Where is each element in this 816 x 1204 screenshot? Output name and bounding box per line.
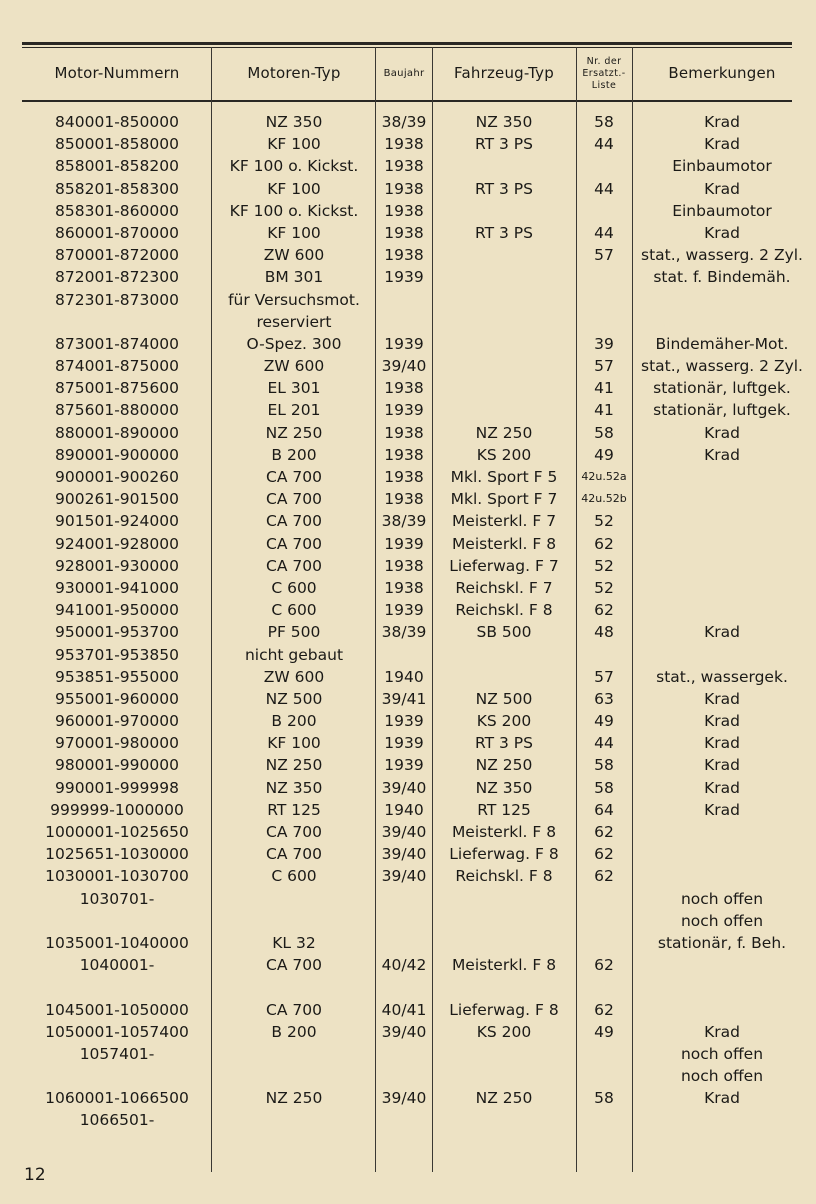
table-row bbox=[0, 200, 816, 222]
motor-number-cell: 955001-960000 bbox=[55, 689, 179, 708]
vehicle-type-cell: RT 3 PS bbox=[474, 223, 533, 242]
remarks-cell: Krad bbox=[704, 113, 740, 131]
vehicle-type-cell: Meisterkl. F 8 bbox=[451, 956, 557, 975]
remarks-cell: Krad bbox=[704, 1089, 740, 1108]
header-rule bbox=[22, 100, 792, 102]
top-rule bbox=[22, 42, 792, 45]
year-cell: 38/39 bbox=[381, 113, 427, 131]
table-row bbox=[0, 577, 816, 599]
table-row bbox=[0, 444, 816, 466]
vehicle-type-cell: Meisterkl. F 7 bbox=[451, 512, 557, 531]
table-row bbox=[0, 466, 816, 488]
motor-number-cell: 860001-870000 bbox=[55, 223, 179, 242]
table-row bbox=[0, 976, 816, 998]
year-cell: 39/40 bbox=[381, 357, 427, 376]
motor-type-cell: RT 125 bbox=[267, 800, 321, 819]
motor-number-cell: 850001-858000 bbox=[55, 135, 179, 154]
motor-type-cell: PF 500 bbox=[267, 623, 321, 642]
page-number: 12 bbox=[24, 1165, 46, 1185]
vehicle-type-cell: NZ 250 bbox=[475, 756, 533, 775]
motor-type-cell: NZ 350 bbox=[265, 113, 323, 131]
parts-list-number-cell: 62 bbox=[594, 956, 614, 975]
table-row bbox=[0, 777, 816, 799]
remarks-cell: stat., wasserg. 2 Zyl. bbox=[641, 357, 803, 376]
table-row bbox=[0, 133, 816, 155]
motor-number-cell: 1035001-1040000 bbox=[45, 933, 189, 952]
motor-type-cell: KF 100 bbox=[267, 135, 321, 154]
motor-type-cell: KF 100 bbox=[267, 734, 321, 753]
year-cell: 1939 bbox=[384, 734, 424, 753]
year-cell: 1938 bbox=[384, 379, 424, 398]
vehicle-type-cell: Reichskl. F 8 bbox=[455, 601, 553, 620]
table-row bbox=[0, 799, 816, 821]
motor-type-cell: O-Spez. 300 bbox=[246, 334, 342, 353]
motor-type-cell: BM 301 bbox=[264, 268, 324, 287]
parts-list-number-cell: 58 bbox=[594, 113, 614, 131]
parts-list-number-cell: 58 bbox=[594, 778, 614, 797]
year-cell: 1939 bbox=[384, 756, 424, 775]
parts-list-number-cell: 62 bbox=[594, 601, 614, 620]
motor-number-cell: 890001-900000 bbox=[55, 445, 179, 464]
table-row bbox=[0, 311, 816, 333]
table-row bbox=[0, 710, 816, 732]
motor-type-cell: NZ 500 bbox=[265, 689, 323, 708]
header-bemerkungen: Bemerkungen bbox=[668, 64, 776, 83]
table-row bbox=[0, 222, 816, 244]
remarks-cell: Krad bbox=[704, 800, 740, 819]
motor-number-cell: 999999-1000000 bbox=[50, 800, 184, 819]
vehicle-type-cell: NZ 250 bbox=[475, 423, 533, 442]
motor-type-cell: CA 700 bbox=[266, 823, 322, 841]
table-row bbox=[0, 510, 816, 532]
motor-type-cell: ZW 600 bbox=[263, 357, 325, 376]
table-row bbox=[0, 1087, 816, 1109]
remarks-cell: Krad bbox=[704, 445, 740, 464]
year-cell: 39/40 bbox=[381, 1022, 427, 1041]
motor-number-cell: 1057401- bbox=[79, 1044, 155, 1063]
motor-number-cell: 858301-860000 bbox=[55, 201, 179, 220]
year-cell: 1938 bbox=[384, 179, 424, 198]
remarks-cell: stationär, luftgek. bbox=[653, 401, 791, 420]
motor-type-cell: ZW 600 bbox=[263, 246, 325, 265]
table-row bbox=[0, 599, 816, 621]
motor-number-cell: 900001-900260 bbox=[55, 468, 179, 486]
table-row bbox=[0, 399, 816, 421]
table-row bbox=[0, 155, 816, 177]
vehicle-type-cell: Meisterkl. F 8 bbox=[451, 534, 557, 553]
year-cell: 38/39 bbox=[381, 623, 427, 642]
motor-type-cell: B 200 bbox=[271, 712, 317, 731]
motor-type-cell: KF 100 bbox=[267, 223, 321, 242]
motor-type-cell: C 600 bbox=[271, 601, 317, 620]
parts-list-number-cell: 57 bbox=[594, 667, 614, 686]
header-nr-line3: Liste bbox=[591, 80, 617, 91]
motor-type-cell: CA 700 bbox=[266, 956, 322, 975]
table-row bbox=[0, 865, 816, 887]
table-row bbox=[0, 621, 816, 643]
remarks-cell: Krad bbox=[704, 778, 740, 797]
vehicle-type-cell: Reichskl. F 7 bbox=[455, 578, 553, 597]
table-row bbox=[0, 910, 816, 932]
vehicle-type-cell: NZ 250 bbox=[475, 1089, 533, 1108]
year-cell: 1938 bbox=[384, 578, 424, 597]
motor-type-cell: KF 100 o. Kickst. bbox=[229, 157, 359, 176]
year-cell: 1939 bbox=[384, 534, 424, 553]
parts-list-number-cell: 39 bbox=[594, 334, 614, 353]
parts-list-number-cell: 58 bbox=[594, 756, 614, 775]
parts-list-number-cell: 62 bbox=[594, 1000, 614, 1019]
motor-number-cell: 873001-874000 bbox=[55, 334, 179, 353]
vehicle-type-cell: Mkl. Sport F 7 bbox=[450, 490, 558, 509]
motor-type-cell: CA 700 bbox=[266, 468, 322, 486]
parts-list-number-cell: 57 bbox=[594, 357, 614, 376]
table-row bbox=[0, 666, 816, 688]
remarks-cell: stat., wasserg. 2 Zyl. bbox=[641, 246, 803, 265]
remarks-cell: noch offen bbox=[680, 1044, 764, 1063]
parts-list-number-cell: 57 bbox=[594, 246, 614, 265]
remarks-cell: Krad bbox=[704, 135, 740, 154]
vehicle-type-cell: Lieferwag. F 8 bbox=[449, 1000, 559, 1019]
year-cell: 39/40 bbox=[381, 845, 427, 864]
year-cell: 1939 bbox=[384, 334, 424, 353]
table-row bbox=[0, 111, 816, 133]
motor-type-cell: C 600 bbox=[271, 867, 317, 886]
remarks-cell: stationär, f. Beh. bbox=[657, 933, 787, 952]
motor-number-cell: 880001-890000 bbox=[55, 423, 179, 442]
vehicle-type-cell: RT 125 bbox=[477, 800, 531, 819]
header-fahrzeug-typ: Fahrzeug-Typ bbox=[454, 64, 554, 83]
motor-type-cell: KF 100 o. Kickst. bbox=[229, 201, 359, 220]
motor-number-cell: 1060001-1066500 bbox=[45, 1089, 189, 1108]
motor-number-cell: 1066501- bbox=[79, 1111, 155, 1130]
parts-list-number-cell: 63 bbox=[594, 689, 614, 708]
vehicle-type-cell: RT 3 PS bbox=[474, 734, 533, 753]
motor-number-cell: 840001-850000 bbox=[55, 113, 179, 131]
vehicle-type-cell: NZ 500 bbox=[475, 689, 533, 708]
table-row bbox=[0, 333, 816, 355]
vehicle-type-cell: RT 3 PS bbox=[474, 135, 533, 154]
table-row bbox=[0, 1021, 816, 1043]
motor-type-cell: NZ 350 bbox=[265, 778, 323, 797]
vehicle-type-cell: Meisterkl. F 8 bbox=[451, 823, 557, 841]
year-cell: 1940 bbox=[384, 800, 424, 819]
motor-number-cell: 870001-872000 bbox=[55, 246, 179, 265]
year-cell: 40/42 bbox=[381, 956, 427, 975]
motor-number-cell: 953701-953850 bbox=[55, 645, 179, 664]
motor-type-cell: CA 700 bbox=[266, 1000, 322, 1019]
motor-number-cell: 960001-970000 bbox=[55, 712, 179, 731]
motor-number-cell: 1000001-1025650 bbox=[45, 823, 189, 841]
year-cell: 39/41 bbox=[381, 689, 427, 708]
parts-list-number-cell: 42u.52a bbox=[581, 470, 627, 483]
parts-list-number-cell: 49 bbox=[594, 1022, 614, 1041]
year-cell: 1940 bbox=[384, 667, 424, 686]
parts-list-number-cell: 41 bbox=[594, 379, 614, 398]
year-cell: 39/40 bbox=[381, 1089, 427, 1108]
motor-type-cell: EL 201 bbox=[267, 401, 321, 420]
table-row bbox=[0, 754, 816, 776]
parts-list-number-cell: 44 bbox=[594, 223, 614, 242]
motor-number-cell: 858001-858200 bbox=[55, 157, 179, 176]
vehicle-type-cell: Lieferwag. F 8 bbox=[449, 845, 559, 864]
table-row bbox=[0, 377, 816, 399]
table-row bbox=[0, 422, 816, 444]
header-motoren-typ: Motoren-Typ bbox=[247, 64, 341, 83]
parts-list-number-cell: 49 bbox=[594, 445, 614, 464]
remarks-cell: Einbaumotor bbox=[672, 201, 772, 220]
motor-type-cell: für Versuchsmot. bbox=[228, 290, 360, 309]
year-cell: 1939 bbox=[384, 712, 424, 731]
motor-type-cell: C 600 bbox=[271, 578, 317, 597]
remarks-cell: Krad bbox=[704, 712, 740, 731]
motor-number-cell: 953851-955000 bbox=[55, 667, 179, 686]
year-cell: 38/39 bbox=[381, 512, 427, 531]
table-row bbox=[0, 888, 816, 910]
motor-number-cell: 950001-953700 bbox=[55, 623, 179, 642]
remarks-cell: Krad bbox=[704, 756, 740, 775]
remarks-cell: noch offen bbox=[680, 1067, 764, 1086]
table-row bbox=[0, 289, 816, 311]
motor-number-cell: 1050001-1057400 bbox=[45, 1022, 189, 1041]
motor-number-cell: 858201-858300 bbox=[55, 179, 179, 198]
motor-number-cell: 1030001-1030700 bbox=[45, 867, 189, 886]
motor-type-cell: EL 301 bbox=[267, 379, 321, 398]
year-cell: 1938 bbox=[384, 423, 424, 442]
motor-number-cell: 970001-980000 bbox=[55, 734, 179, 753]
year-cell: 1938 bbox=[384, 135, 424, 154]
parts-list-number-cell: 52 bbox=[594, 578, 614, 597]
header-nr-line1: Nr. der bbox=[586, 56, 622, 67]
motor-type-cell: B 200 bbox=[271, 1022, 317, 1041]
motor-type-cell: CA 700 bbox=[266, 556, 322, 575]
motor-type-cell: NZ 250 bbox=[265, 1089, 323, 1108]
table-row bbox=[0, 1043, 816, 1065]
parts-list-number-cell: 52 bbox=[594, 512, 614, 531]
parts-list-number-cell: 44 bbox=[594, 734, 614, 753]
year-cell: 1938 bbox=[384, 556, 424, 575]
parts-list-number-cell: 44 bbox=[594, 135, 614, 154]
table-row bbox=[0, 954, 816, 976]
motor-type-cell: CA 700 bbox=[266, 534, 322, 553]
table-row bbox=[0, 178, 816, 200]
remarks-cell: Krad bbox=[704, 423, 740, 442]
remarks-cell: noch offen bbox=[680, 911, 764, 930]
year-cell: 1938 bbox=[384, 490, 424, 509]
motor-number-cell: 874001-875000 bbox=[55, 357, 179, 376]
table-row bbox=[0, 555, 816, 577]
remarks-cell: Krad bbox=[704, 689, 740, 708]
motor-number-cell: 872001-872300 bbox=[55, 268, 179, 287]
remarks-cell: noch offen bbox=[680, 889, 764, 908]
parts-list-number-cell: 64 bbox=[594, 800, 614, 819]
remarks-cell: Krad bbox=[704, 623, 740, 642]
motor-number-cell: 900261-901500 bbox=[55, 490, 179, 509]
vehicle-type-cell: Lieferwag. F 7 bbox=[449, 556, 559, 575]
vehicle-type-cell: RT 3 PS bbox=[474, 179, 533, 198]
year-cell: 39/40 bbox=[381, 823, 427, 841]
motor-number-cell: 872301-873000 bbox=[55, 290, 179, 309]
motor-number-cell: 980001-990000 bbox=[55, 756, 179, 775]
motor-number-cell: 1030701- bbox=[79, 889, 155, 908]
table-row bbox=[0, 244, 816, 266]
remarks-cell: Einbaumotor bbox=[672, 157, 772, 176]
motor-type-cell: NZ 250 bbox=[265, 756, 323, 775]
motor-type-cell: CA 700 bbox=[266, 490, 322, 509]
vehicle-type-cell: KS 200 bbox=[476, 712, 532, 731]
vehicle-type-cell: NZ 350 bbox=[475, 113, 533, 131]
header-motor-nummern: Motor-Nummern bbox=[54, 64, 180, 83]
motor-type-cell: B 200 bbox=[271, 445, 317, 464]
remarks-cell: stat. f. Bindemäh. bbox=[653, 268, 791, 287]
remarks-cell: Krad bbox=[704, 1022, 740, 1041]
year-cell: 1938 bbox=[384, 445, 424, 464]
year-cell: 39/40 bbox=[381, 867, 427, 886]
remarks-cell: Krad bbox=[704, 223, 740, 242]
parts-list-number-cell: 42u.52b bbox=[581, 492, 627, 506]
parts-list-number-cell: 49 bbox=[594, 712, 614, 731]
table-row bbox=[0, 1065, 816, 1087]
year-cell: 1938 bbox=[384, 223, 424, 242]
remarks-cell: Krad bbox=[704, 734, 740, 753]
vehicle-type-cell: Mkl. Sport F 5 bbox=[450, 468, 558, 486]
motor-type-cell: KF 100 bbox=[267, 179, 321, 198]
motor-type-cell: KL 32 bbox=[272, 933, 316, 952]
motor-number-cell: 1025651-1030000 bbox=[45, 845, 189, 864]
motor-type-cell: nicht gebaut bbox=[244, 645, 344, 664]
vehicle-type-cell: NZ 350 bbox=[475, 778, 533, 797]
remarks-cell: stationär, luftgek. bbox=[653, 379, 791, 398]
parts-list-number-cell: 58 bbox=[594, 1089, 614, 1108]
year-cell: 1938 bbox=[384, 246, 424, 265]
parts-list-number-cell: 52 bbox=[594, 556, 614, 575]
motor-type-cell: CA 700 bbox=[266, 512, 322, 531]
motor-number-cell: 1045001-1050000 bbox=[45, 1000, 189, 1019]
parts-list-number-cell: 62 bbox=[594, 867, 614, 886]
year-cell: 1939 bbox=[384, 601, 424, 620]
vehicle-type-cell: KS 200 bbox=[476, 1022, 532, 1041]
parts-list-number-cell: 62 bbox=[594, 845, 614, 864]
vehicle-type-cell: KS 200 bbox=[476, 445, 532, 464]
motor-number-cell: 901501-924000 bbox=[55, 512, 179, 531]
year-cell: 1938 bbox=[384, 201, 424, 220]
table-row bbox=[0, 688, 816, 710]
year-cell: 1938 bbox=[384, 157, 424, 176]
vehicle-type-cell: SB 500 bbox=[476, 623, 532, 642]
table-row bbox=[0, 732, 816, 754]
table-row bbox=[0, 355, 816, 377]
table-row bbox=[0, 266, 816, 288]
header-nr-ersatzteilliste bbox=[576, 48, 632, 100]
header-nr-line2: Ersatzt.- bbox=[582, 68, 626, 79]
table-row bbox=[0, 644, 816, 666]
remarks-cell: Krad bbox=[704, 179, 740, 198]
motor-number-cell: 990001-999998 bbox=[55, 778, 179, 797]
motor-number-cell: 941001-950000 bbox=[55, 601, 179, 620]
parts-list-number-cell: 62 bbox=[594, 534, 614, 553]
table-row bbox=[0, 843, 816, 865]
table-row bbox=[0, 932, 816, 954]
parts-list-number-cell: 44 bbox=[594, 179, 614, 198]
table-body bbox=[0, 111, 816, 1132]
parts-list-number-cell: 41 bbox=[594, 401, 614, 420]
remarks-cell: stat., wassergek. bbox=[656, 667, 788, 686]
motor-type-cell: CA 700 bbox=[266, 845, 322, 864]
year-cell: 1939 bbox=[384, 268, 424, 287]
remarks-cell: Bindemäher-Mot. bbox=[655, 334, 789, 353]
motor-number-cell: 875001-875600 bbox=[55, 379, 179, 398]
parts-list-number-cell: 48 bbox=[594, 623, 614, 642]
motor-number-cell: 1040001- bbox=[79, 956, 155, 975]
motor-number-cell: 930001-941000 bbox=[55, 578, 179, 597]
table-row bbox=[0, 821, 816, 843]
motor-type-cell: NZ 250 bbox=[265, 423, 323, 442]
parts-list-number-cell: 62 bbox=[594, 823, 614, 841]
motor-type-cell: reserviert bbox=[256, 312, 332, 331]
year-cell: 40/41 bbox=[381, 1000, 427, 1019]
header-baujahr: Baujahr bbox=[383, 68, 425, 80]
vehicle-type-cell: Reichskl. F 8 bbox=[455, 867, 553, 886]
parts-list-number-cell: 58 bbox=[594, 423, 614, 442]
table-row bbox=[0, 999, 816, 1021]
year-cell: 1939 bbox=[384, 401, 424, 420]
motor-number-cell: 924001-928000 bbox=[55, 534, 179, 553]
motor-number-cell: 928001-930000 bbox=[55, 556, 179, 575]
year-cell: 1938 bbox=[384, 468, 424, 486]
table-row bbox=[0, 488, 816, 510]
motor-number-cell: 875601-880000 bbox=[55, 401, 179, 420]
year-cell: 39/40 bbox=[381, 778, 427, 797]
table-row bbox=[0, 1109, 816, 1131]
table-row bbox=[0, 533, 816, 555]
motor-type-cell: ZW 600 bbox=[263, 667, 325, 686]
